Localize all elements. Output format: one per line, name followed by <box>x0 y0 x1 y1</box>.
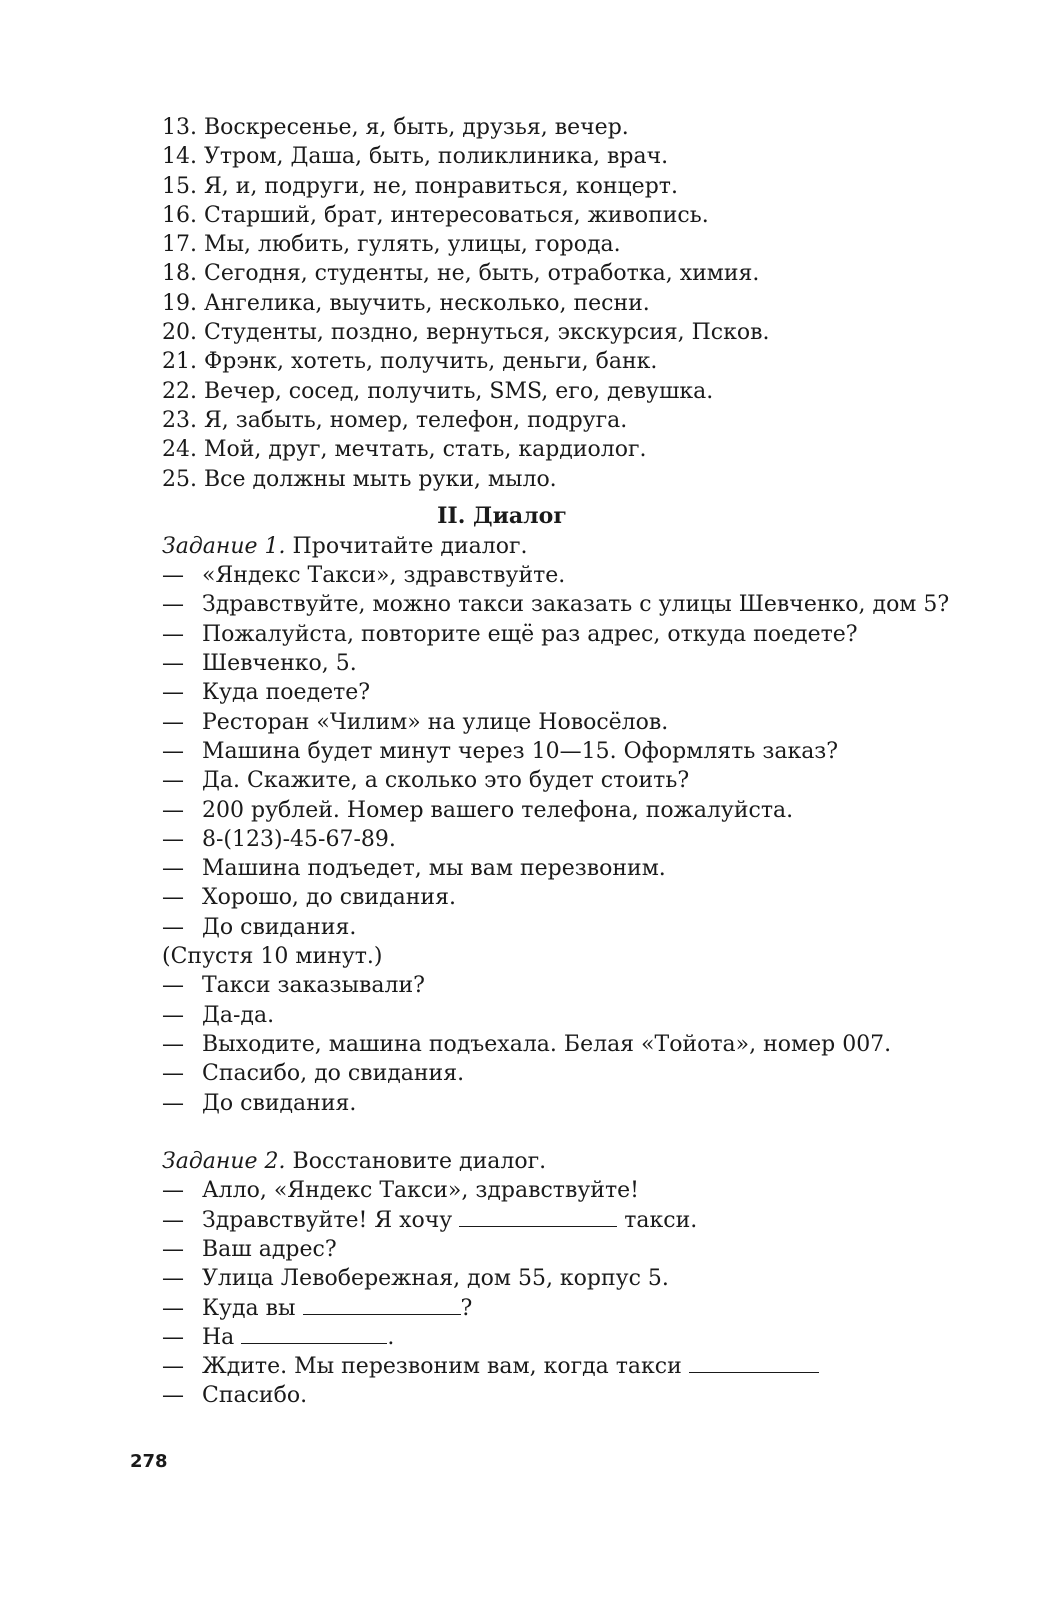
dialog-dash: — <box>162 1295 184 1321</box>
exercise-item: 15. Я, и, подруги, не, понравиться, концерт. <box>162 173 678 199</box>
dialog-dash: — <box>162 1383 184 1409</box>
dialog-dash: — <box>162 1324 184 1350</box>
dialog-line <box>162 883 922 912</box>
task-2-heading <box>162 1147 922 1176</box>
dialog-dash: — <box>162 1354 184 1380</box>
dialog-line <box>162 854 922 883</box>
exercise-item: 13. Воскресенье, я, быть, друзья, вечер. <box>162 115 629 140</box>
dialog-text: Здравствуйте! Я хочу <box>202 1207 453 1233</box>
dialog-dash: — <box>162 709 184 735</box>
task-1-heading <box>162 532 922 561</box>
dialog-dash: — <box>162 914 184 940</box>
dialog-text: До свидания. <box>202 1090 357 1116</box>
dialog-dash: — <box>162 826 184 852</box>
dialog-line <box>162 737 922 766</box>
exercise-item: 23. Я, забыть, номер, телефон, подруга. <box>162 407 628 433</box>
exercise-item: 22. Вечер, сосед, получить, SMS, его, девушка. <box>162 378 714 404</box>
dialog-dash: — <box>162 1090 184 1116</box>
exercise-item: 24. Мой, друг, мечтать, стать, кардиолог. <box>162 437 647 463</box>
dialog-line <box>162 1176 922 1205</box>
dialog-line <box>162 1294 922 1323</box>
dialog-line <box>162 1089 922 1118</box>
dialog-text: Алло, «Яндекс Такси», здравствуйте! <box>202 1178 639 1204</box>
task-1-label: Задание 1. <box>162 533 286 559</box>
dialog-text: Такси заказывали? <box>202 973 425 999</box>
page-number: 278 <box>130 1451 168 1472</box>
exercise-list <box>162 113 922 494</box>
dialog-text: . <box>387 1324 395 1350</box>
dialog-dash: — <box>162 738 184 764</box>
dialog-line <box>162 971 922 1000</box>
dialog-text: Куда вы <box>202 1295 296 1321</box>
dialog-dash: — <box>162 1002 184 1028</box>
dialog-text: На <box>202 1324 235 1350</box>
dialog-dash: — <box>162 1031 184 1057</box>
dialog-line <box>162 1059 922 1088</box>
dialog-text: Куда поедете? <box>202 680 371 706</box>
dialog-text: Улица Левобережная, дом 55, корпус 5. <box>202 1266 669 1292</box>
exercise-item: 14. Утром, Даша, быть, поликлиника, врач. <box>162 144 669 170</box>
dialog-text: Ждите. Мы перезвоним вам, когда такси <box>202 1354 682 1380</box>
task-1-instruction: Прочитайте диалог. <box>292 533 528 559</box>
dialog-dash: — <box>162 621 184 647</box>
dialog-text: Да-да. <box>202 1002 275 1028</box>
dialog-text: Ресторан «Чилим» на улице Новосёлов. <box>202 709 669 735</box>
task-2 <box>162 1147 922 1411</box>
dialog-text: 8-(123)-45-67-89. <box>202 826 396 852</box>
dialog-text: ? <box>460 1295 473 1321</box>
dialog-text: Хорошо, до свидания. <box>202 885 456 911</box>
stage-note: (Спустя 10 минут.) <box>162 944 383 970</box>
dialog-dash: — <box>162 885 184 911</box>
dialog-line <box>162 561 922 590</box>
fill-in-blank[interactable] <box>241 1323 387 1344</box>
dialog-dash: — <box>162 1236 184 1262</box>
dialog-text: Шевченко, 5. <box>202 651 357 677</box>
dialog-dash: — <box>162 1061 184 1087</box>
fill-in-blank[interactable] <box>459 1206 617 1227</box>
exercise-item: 20. Студенты, поздно, вернуться, экскурсия, Псков. <box>162 320 770 346</box>
dialog-text: До свидания. <box>202 914 357 940</box>
dialog-line <box>162 913 922 942</box>
page-content <box>162 113 950 1411</box>
dialog-text: Здравствуйте, можно такси заказать с улицы Шевченко, дом 5? <box>202 592 950 618</box>
exercise-item: 16. Старший, брат, интересоваться, живопись. <box>162 202 709 228</box>
dialog-line <box>162 708 922 737</box>
dialog-line <box>162 1352 922 1381</box>
dialog-text: Пожалуйста, повторите ещё раз адрес, откуда поедете? <box>202 621 858 647</box>
dialog-text: Спасибо. <box>202 1383 308 1409</box>
dialog-dash: — <box>162 797 184 823</box>
dialog-text: Ваш адрес? <box>202 1236 337 1262</box>
dialog-line <box>162 796 922 825</box>
dialog-line <box>162 1235 922 1264</box>
dialog-text: 200 рублей. Номер вашего телефона, пожалуйста. <box>202 797 794 823</box>
dialog-dash: — <box>162 563 184 589</box>
dialog-dash: — <box>162 592 184 618</box>
paragraph-spacer <box>162 1118 922 1147</box>
dialog-text: такси. <box>624 1207 698 1233</box>
task-1 <box>162 532 950 1118</box>
dialog-text: Машина подъедет, мы вам перезвоним. <box>202 856 666 882</box>
fill-in-blank[interactable] <box>303 1294 461 1315</box>
dialog-dash: — <box>162 856 184 882</box>
dialog-text: «Яндекс Такси», здравствуйте. <box>202 563 566 589</box>
dialog-line <box>162 1323 922 1352</box>
exercise-item: 17. Мы, любить, гулять, улицы, города. <box>162 232 621 258</box>
dialog-dash: — <box>162 651 184 677</box>
dialog-line <box>162 825 922 854</box>
dialog-text: Спасибо, до свидания. <box>202 1061 465 1087</box>
dialog-line <box>162 649 922 678</box>
dialog-line <box>162 678 922 707</box>
dialog-line <box>162 590 950 619</box>
dialog-dash: — <box>162 1178 184 1204</box>
dialog-line <box>162 766 922 795</box>
dialog-line <box>162 1001 922 1030</box>
dialog-line <box>162 1030 922 1059</box>
task-2-label: Задание 2. <box>162 1149 286 1175</box>
exercise-item: 18. Сегодня, студенты, не, быть, отработка, химия. <box>162 261 760 287</box>
task-2-instruction: Восстановите диалог. <box>292 1149 547 1175</box>
exercise-item: 21. Фрэнк, хотеть, получить, деньги, банк. <box>162 349 658 375</box>
dialog-dash: — <box>162 973 184 999</box>
dialog-dash: — <box>162 1266 184 1292</box>
dialog-line <box>162 1206 922 1235</box>
dialog-line <box>162 1264 922 1293</box>
dialog-text: Да. Скажите, а сколько это будет стоить? <box>202 768 690 794</box>
fill-in-blank[interactable] <box>689 1352 819 1373</box>
dialog-line <box>162 620 922 649</box>
exercise-item: 25. Все должны мыть руки, мыло. <box>162 466 557 492</box>
dialog-text: Машина будет минут через 10—15. Оформлять заказ? <box>202 738 839 764</box>
dialog-dash: — <box>162 768 184 794</box>
dialog-dash: — <box>162 1207 184 1233</box>
dialog-text: Выходите, машина подъехала. Белая «Тойота», номер 007. <box>202 1031 892 1057</box>
dialog-dash: — <box>162 680 184 706</box>
section-title: II. Диалог <box>437 502 567 529</box>
exercise-item: 19. Ангелика, выучить, несколько, песни. <box>162 290 650 316</box>
dialog-line <box>162 1381 922 1410</box>
